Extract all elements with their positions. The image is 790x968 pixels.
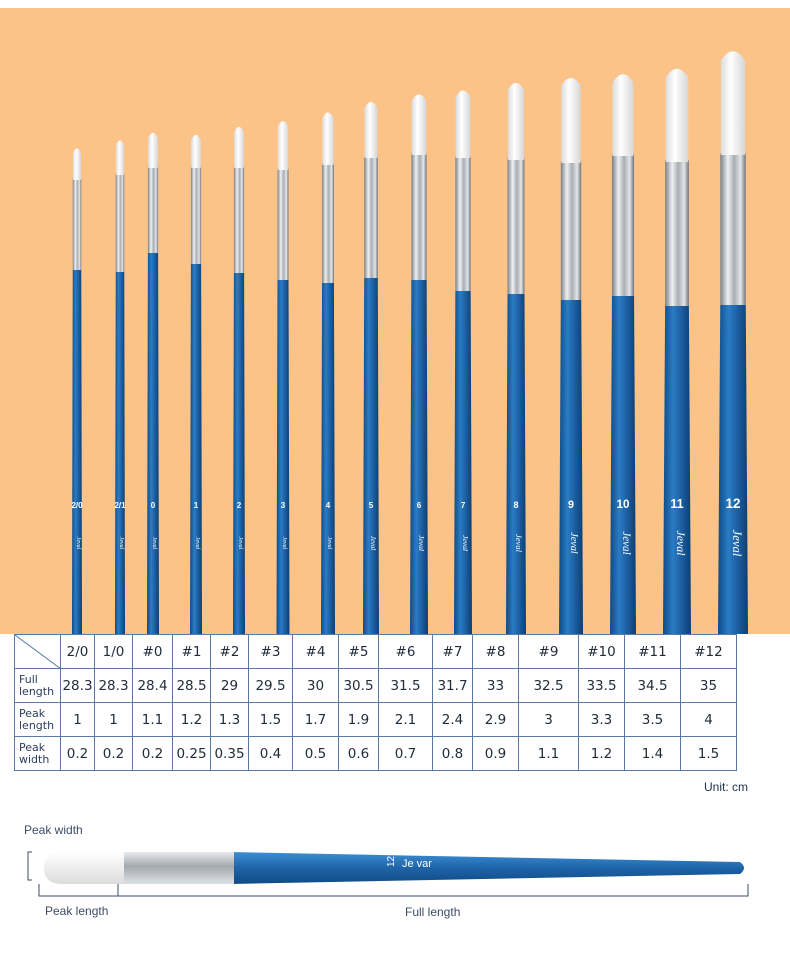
peak-length-label: Peak length <box>45 904 109 918</box>
table-cell: 0.35 <box>211 737 249 771</box>
table-cell: 1.7 <box>293 703 339 737</box>
table-cell: 0.9 <box>473 737 519 771</box>
table-cell: 3.5 <box>625 703 681 737</box>
table-cell: 2.9 <box>473 703 519 737</box>
table-cell: 0.25 <box>173 737 211 771</box>
brush-6 <box>410 94 428 634</box>
brush-size-label: 9 <box>567 499 575 511</box>
col-header: #0 <box>133 635 173 669</box>
brush-brand-label: Jeval <box>281 536 287 550</box>
table-cell: 1 <box>61 703 95 737</box>
brush-set-illustration <box>0 8 790 634</box>
table-row-peak-width <box>15 737 737 771</box>
brush-3 <box>277 121 290 634</box>
diagram-ferrule <box>122 852 234 884</box>
brush-bristles <box>508 83 524 160</box>
brush-handle <box>559 300 583 634</box>
col-header: 1/0 <box>95 635 133 669</box>
diagram-brush-brand: Je var <box>402 858 432 870</box>
table-cell: 30.5 <box>339 669 379 703</box>
brush-bristles <box>456 90 471 158</box>
brush-brand-label: Jeval <box>514 534 524 552</box>
brush-handle <box>190 264 202 634</box>
brush-bristles <box>234 127 244 168</box>
brush-ferrule <box>116 173 125 272</box>
table-cell: 30 <box>293 669 339 703</box>
brush-size-label: 2 <box>236 501 242 510</box>
brush-bristles <box>666 69 689 162</box>
brush-size-label: 4 <box>325 501 331 510</box>
brush-handle <box>506 294 526 634</box>
brush-11 <box>663 69 691 634</box>
col-header: #4 <box>293 635 339 669</box>
brush-brand-label: Jeval <box>75 536 81 550</box>
brush-0 <box>147 133 159 634</box>
table-cell: 0.2 <box>61 737 95 771</box>
brush-dimension-diagram <box>0 840 790 902</box>
col-header: #7 <box>433 635 473 669</box>
brush-1 <box>190 135 202 634</box>
diagram-brush-number: 12 <box>386 855 397 867</box>
table-cell: 31.5 <box>379 669 433 703</box>
brush-handle <box>410 280 428 634</box>
table-cell: 1 <box>95 703 133 737</box>
col-header: #2 <box>211 635 249 669</box>
brush-handle <box>610 296 636 634</box>
brush-handle <box>454 291 472 634</box>
table-cell: 0.2 <box>133 737 173 771</box>
table-cell: 1.5 <box>249 703 293 737</box>
brush-size-label: 1 <box>193 501 199 510</box>
brush-ferrule <box>561 161 581 300</box>
full-length-label: Full length <box>405 905 461 919</box>
brush-size-label: 12 <box>725 496 741 511</box>
brush-handle <box>321 283 335 634</box>
peak-length-dimension <box>39 884 118 896</box>
brush-ferrule <box>191 166 201 264</box>
table-cell: 28.5 <box>173 669 211 703</box>
brush-ferrule <box>411 153 426 280</box>
table-cell: 29 <box>211 669 249 703</box>
table-cell: 1.2 <box>173 703 211 737</box>
table-corner-cell <box>15 635 61 669</box>
brush-ferrule <box>364 156 378 278</box>
brush-ferrule <box>234 166 244 273</box>
brush-bristles <box>561 78 580 163</box>
brush-size-label: 6 <box>416 501 422 510</box>
brush-ferrule <box>277 168 288 280</box>
diagram-bristles <box>44 852 124 884</box>
brush-brand-label: Jeval <box>237 536 243 550</box>
brush-handle <box>718 305 748 634</box>
table-cell: 0.6 <box>339 737 379 771</box>
table-row-full-length <box>15 669 737 703</box>
col-header: #1 <box>173 635 211 669</box>
table-cell: 1.3 <box>211 703 249 737</box>
brush-bristles <box>412 94 427 155</box>
table-cell: 0.2 <box>95 737 133 771</box>
table-cell: 35 <box>681 669 737 703</box>
brush-size-label: 5 <box>368 501 374 510</box>
table-cell: 33 <box>473 669 519 703</box>
brush-2/1 <box>114 140 126 634</box>
brush-handle <box>72 270 82 634</box>
table-cell: 0.8 <box>433 737 473 771</box>
brush-ferrule <box>455 156 470 291</box>
brush-ferrule <box>508 158 525 294</box>
row-label: Full length <box>15 669 61 703</box>
brush-7 <box>454 90 472 634</box>
brush-brand-label: Jeval <box>118 536 124 550</box>
brush-size-label: 10 <box>616 498 630 511</box>
product-photo <box>0 8 790 634</box>
brush-10 <box>610 74 636 634</box>
col-header: #12 <box>681 635 737 669</box>
brush-9 <box>559 78 583 634</box>
full-length-dimension <box>118 884 748 896</box>
table-cell: 0.7 <box>379 737 433 771</box>
brush-bristles <box>322 112 333 165</box>
brush-ferrule <box>73 178 82 270</box>
brush-bristles <box>73 148 81 180</box>
col-header: 2/0 <box>61 635 95 669</box>
brush-ferrule <box>612 154 634 296</box>
table-cell: 28.4 <box>133 669 173 703</box>
brush-brand-label: Jeval <box>369 535 376 551</box>
peak-width-label: Peak width <box>24 823 83 837</box>
brush-ferrule <box>322 163 334 283</box>
brush-brand-label: Jeval <box>194 536 200 550</box>
brush-handle <box>277 280 290 634</box>
table-header-row <box>15 635 737 669</box>
brush-brand-label: Jeval <box>674 530 688 556</box>
table-cell: 1.1 <box>133 703 173 737</box>
table-cell: 1.1 <box>519 737 579 771</box>
brush-size-label: 2/0 <box>71 501 83 510</box>
brush-ferrule <box>665 160 689 306</box>
peak-width-bracket <box>28 852 32 880</box>
unit-label: Unit: cm <box>703 780 748 794</box>
brush-size-label: 0 <box>150 501 156 510</box>
col-header: #6 <box>379 635 433 669</box>
table-cell: 0.4 <box>249 737 293 771</box>
diagram-handle <box>230 852 744 884</box>
brush-ferrule <box>720 153 746 305</box>
brush-bristles <box>191 135 201 168</box>
table-cell: 32.5 <box>519 669 579 703</box>
brush-8 <box>506 83 526 634</box>
table-cell: 0.5 <box>293 737 339 771</box>
table-cell: 4 <box>681 703 737 737</box>
brush-brand-label: Jeval <box>461 534 470 552</box>
brush-handle <box>363 278 379 634</box>
brush-bristles <box>116 140 124 175</box>
brush-size-label: 2/1 <box>114 501 126 510</box>
brush-handle <box>115 272 125 634</box>
table-cell: 2.4 <box>433 703 473 737</box>
col-header: #3 <box>249 635 293 669</box>
brush-5 <box>363 102 379 634</box>
spec-table <box>14 634 737 771</box>
table-row-peak-length <box>15 703 737 737</box>
brush-bristles <box>365 102 378 158</box>
table-cell: 29.5 <box>249 669 293 703</box>
table-cell: 33.5 <box>579 669 625 703</box>
table-cell: 28.3 <box>61 669 95 703</box>
brush-2 <box>233 127 245 634</box>
table-cell: 3 <box>519 703 579 737</box>
brush-brand-label: Jeval <box>417 534 426 552</box>
brush-handle <box>663 306 691 634</box>
col-header: #11 <box>625 635 681 669</box>
brush-size-label: 8 <box>513 500 519 510</box>
table-cell: 34.5 <box>625 669 681 703</box>
brush-bristles <box>613 74 634 156</box>
table-cell: 1.4 <box>625 737 681 771</box>
table-cell: 1.9 <box>339 703 379 737</box>
brush-brand-label: Jeval <box>730 529 744 557</box>
brush-bristles <box>278 121 288 170</box>
col-header: #10 <box>579 635 625 669</box>
row-label: Peak width <box>15 737 61 771</box>
col-header: #8 <box>473 635 519 669</box>
brush-size-label: 11 <box>670 497 684 511</box>
brush-brand-label: Jeval <box>620 531 632 555</box>
brush-brand-label: Jeval <box>151 536 157 550</box>
brush-handle <box>147 253 159 634</box>
brush-12 <box>718 51 748 634</box>
table-cell: 3.3 <box>579 703 625 737</box>
brush-bristles <box>148 133 158 168</box>
col-header: #9 <box>519 635 579 669</box>
brush-brand-label: Jeval <box>568 532 579 554</box>
brush-size-label: 7 <box>460 501 466 510</box>
brush-4 <box>321 112 335 634</box>
col-header: #5 <box>339 635 379 669</box>
row-label: Peak length <box>15 703 61 737</box>
brush-handle <box>233 273 245 634</box>
brush-size-label: 3 <box>280 501 286 510</box>
table-cell: 1.5 <box>681 737 737 771</box>
brush-brand-label: Jeval <box>326 536 332 550</box>
table-cell: 31.7 <box>433 669 473 703</box>
table-cell: 2.1 <box>379 703 433 737</box>
brush-bristles <box>721 51 745 155</box>
brush-2/0 <box>71 148 83 634</box>
table-cell: 28.3 <box>95 669 133 703</box>
brush-ferrule <box>148 166 158 253</box>
table-cell: 1.2 <box>579 737 625 771</box>
